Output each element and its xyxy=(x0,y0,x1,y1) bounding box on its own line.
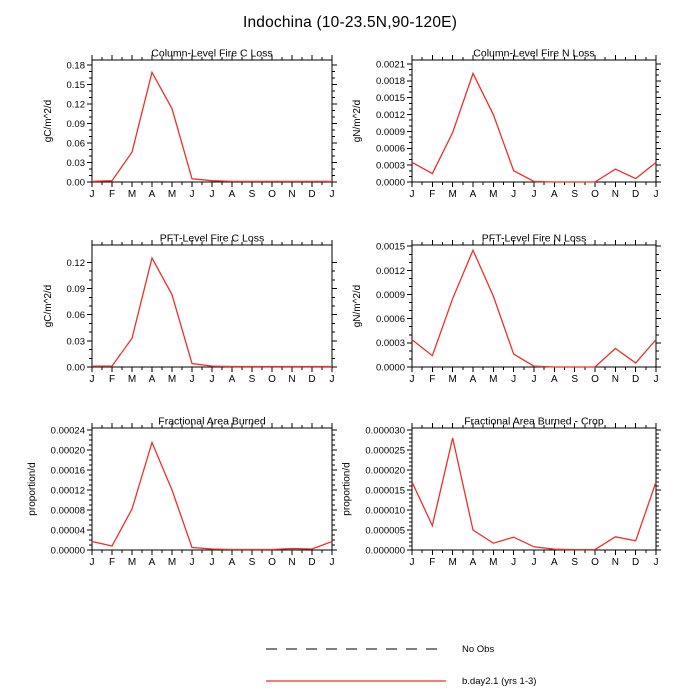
x-tick-label: J xyxy=(189,374,195,385)
y-tick-label: 0.06 xyxy=(66,138,85,150)
x-tick-label: F xyxy=(429,374,436,385)
data-line-b.day2.1 (yrs 1-3) xyxy=(92,72,332,181)
x-tick-label: A xyxy=(550,557,558,568)
x-tick-label: A xyxy=(228,374,236,385)
y-axis-label: proportion/d xyxy=(341,462,353,516)
x-tick-label: O xyxy=(268,189,276,200)
data-line-b.day2.1 (yrs 1-3) xyxy=(412,250,656,367)
x-tick-label: A xyxy=(228,557,236,568)
x-tick-label: J xyxy=(189,189,195,200)
legend-label-no-obs: No Obs xyxy=(462,643,495,655)
x-tick-label: N xyxy=(288,189,296,200)
y-tick-label: 0.0009 xyxy=(375,289,405,301)
plot-border xyxy=(92,60,332,182)
subplot-title: Fractional Area Burned xyxy=(158,415,266,428)
x-tick-label: M xyxy=(448,374,457,385)
y-tick-label: 0.09 xyxy=(66,118,85,130)
y-tick-label: 0.00016 xyxy=(50,465,85,477)
x-tick-label: J xyxy=(89,374,95,385)
x-tick-label: J xyxy=(89,189,95,200)
subplot-title: PFT-Level Fire C Loss xyxy=(159,232,265,245)
y-tick-label: 0.03 xyxy=(66,157,85,169)
x-tick-label: O xyxy=(591,374,599,385)
x-tick-label: D xyxy=(632,374,640,385)
y-axis-label: gN/m^2/d xyxy=(352,284,364,328)
y-tick-label: 0.00020 xyxy=(50,445,85,457)
plot-border xyxy=(412,428,656,550)
x-tick-label: M xyxy=(127,189,137,200)
x-tick-label: J xyxy=(511,374,517,385)
subplot-title: Column-Level Fire C Loss xyxy=(151,47,273,60)
x-tick-label: D xyxy=(308,374,316,385)
y-tick-label: 0.09 xyxy=(66,283,85,295)
subplot-title: Column-Level Fire N Loss xyxy=(473,47,595,60)
x-tick-label: J xyxy=(653,374,659,385)
y-tick-label: 0.15 xyxy=(66,80,85,92)
x-tick-label: J xyxy=(409,189,415,200)
x-tick-label: J xyxy=(209,557,215,568)
y-tick-label: 0.0021 xyxy=(375,59,405,71)
x-tick-label: A xyxy=(550,189,558,200)
x-tick-label: N xyxy=(288,557,296,568)
x-tick-label: S xyxy=(248,374,256,385)
x-tick-label: N xyxy=(611,374,619,385)
chart-column-level-fire-n-loss xyxy=(352,48,661,201)
plot-border xyxy=(412,245,656,367)
x-tick-label: O xyxy=(268,374,276,385)
y-tick-label: 0.00008 xyxy=(50,505,85,517)
dashed-line-swatch xyxy=(265,646,447,652)
x-tick-label: J xyxy=(329,557,335,568)
x-tick-label: J xyxy=(329,374,335,385)
y-tick-label: 0.00 xyxy=(66,177,85,189)
y-tick-label: 0.0015 xyxy=(375,93,405,105)
chart-pft-level-fire-n-loss xyxy=(352,233,661,386)
subplot-title: Fractional Area Burned - Crop xyxy=(464,415,604,428)
y-tick-label: 0.18 xyxy=(66,60,85,72)
legend xyxy=(265,638,536,700)
x-tick-label: A xyxy=(148,374,156,385)
y-tick-label: 0.000010 xyxy=(365,505,405,517)
x-tick-label: J xyxy=(653,557,659,568)
y-tick-label: 0.000005 xyxy=(365,525,405,537)
data-line-b.day2.1 (yrs 1-3) xyxy=(412,73,656,182)
y-axis-label: gC/m^2/d xyxy=(42,99,54,143)
y-tick-label: 0.000025 xyxy=(365,445,405,457)
x-tick-label: S xyxy=(571,557,579,568)
chart-fractional-area-burned xyxy=(27,416,337,569)
x-tick-label: A xyxy=(469,189,477,200)
x-tick-label: D xyxy=(632,189,640,200)
x-tick-label: M xyxy=(127,557,137,568)
y-tick-label: 0.0000 xyxy=(375,362,405,374)
x-tick-label: M xyxy=(489,374,498,385)
x-tick-label: S xyxy=(248,557,256,568)
x-tick-label: F xyxy=(429,189,436,200)
x-tick-label: J xyxy=(409,374,415,385)
x-tick-label: N xyxy=(611,557,619,568)
y-tick-label: 0.0006 xyxy=(375,143,405,155)
plot-border xyxy=(412,60,656,182)
subplot-title: PFT-Level Fire N Loss xyxy=(481,232,587,245)
x-tick-label: D xyxy=(308,189,316,200)
x-tick-label: M xyxy=(489,189,498,200)
x-tick-label: A xyxy=(148,557,156,568)
x-tick-label: F xyxy=(108,557,116,568)
x-tick-label: N xyxy=(288,374,296,385)
y-axis-label: gN/m^2/d xyxy=(352,99,364,143)
x-tick-label: J xyxy=(531,374,537,385)
x-tick-label: J xyxy=(329,189,335,200)
y-tick-label: 0.0003 xyxy=(375,338,405,350)
x-tick-label: O xyxy=(591,189,599,200)
y-tick-label: 0.12 xyxy=(66,99,85,111)
y-tick-label: 0.00012 xyxy=(50,485,85,497)
y-tick-label: 0.00024 xyxy=(50,425,85,437)
y-tick-label: 0.000020 xyxy=(365,465,405,477)
y-tick-label: 0.0009 xyxy=(375,126,405,138)
y-tick-label: 0.0018 xyxy=(375,76,405,88)
x-tick-label: A xyxy=(228,189,236,200)
x-tick-label: A xyxy=(148,189,156,200)
x-tick-label: O xyxy=(268,557,276,568)
x-tick-label: A xyxy=(469,374,477,385)
x-tick-label: J xyxy=(89,557,95,568)
legend-item-no-obs xyxy=(265,638,536,660)
x-tick-label: A xyxy=(469,557,477,568)
y-axis-label: proportion/d xyxy=(26,462,38,516)
x-tick-label: J xyxy=(209,189,215,200)
x-tick-label: J xyxy=(409,557,415,568)
y-tick-label: 0.12 xyxy=(66,257,85,269)
y-axis-label: gC/m^2/d xyxy=(42,284,54,328)
legend-label-model-run: b.day2.1 (yrs 1-3) xyxy=(462,675,537,687)
x-tick-label: S xyxy=(248,189,256,200)
y-tick-label: 0.000015 xyxy=(365,485,405,497)
data-line-b.day2.1 (yrs 1-3) xyxy=(412,438,656,550)
y-tick-label: 0.000000 xyxy=(365,545,405,557)
x-tick-label: N xyxy=(611,189,619,200)
x-tick-label: M xyxy=(448,557,457,568)
x-tick-label: D xyxy=(308,557,316,568)
x-tick-label: J xyxy=(531,189,537,200)
x-tick-label: M xyxy=(167,557,177,568)
x-tick-label: M xyxy=(448,189,457,200)
plot-border xyxy=(92,245,332,367)
y-tick-label: 0.00 xyxy=(66,362,85,374)
data-line-b.day2.1 (yrs 1-3) xyxy=(92,258,332,366)
y-tick-label: 0.0012 xyxy=(375,109,405,121)
chart-column-level-fire-c-loss xyxy=(43,48,337,201)
x-tick-label: J xyxy=(189,557,195,568)
x-tick-label: M xyxy=(489,557,498,568)
legend-item-model-run xyxy=(265,670,536,692)
x-tick-label: F xyxy=(108,189,116,200)
x-tick-label: J xyxy=(653,189,659,200)
figure-title: Indochina (10-23.5N,90-120E) xyxy=(242,14,458,31)
chart-pft-level-fire-c-loss xyxy=(43,233,337,386)
x-tick-label: M xyxy=(167,374,177,385)
plot-border xyxy=(92,428,332,550)
x-tick-label: J xyxy=(511,189,517,200)
x-tick-label: F xyxy=(429,557,436,568)
x-tick-label: F xyxy=(108,374,116,385)
x-tick-label: S xyxy=(571,189,579,200)
y-tick-label: 0.00000 xyxy=(50,545,85,557)
x-tick-label: D xyxy=(632,557,640,568)
y-tick-label: 0.0015 xyxy=(375,241,405,253)
x-tick-label: O xyxy=(591,557,599,568)
y-tick-label: 0.03 xyxy=(66,336,85,348)
y-tick-label: 0.00004 xyxy=(50,525,85,537)
x-tick-label: M xyxy=(127,374,137,385)
y-tick-label: 0.0012 xyxy=(375,265,405,277)
x-tick-label: S xyxy=(571,374,579,385)
x-tick-label: M xyxy=(167,189,177,200)
x-tick-label: A xyxy=(550,374,558,385)
y-tick-label: 0.0006 xyxy=(375,314,405,326)
chart-fractional-area-burned-crop xyxy=(342,416,661,569)
red-line-swatch xyxy=(265,678,447,684)
y-tick-label: 0.0003 xyxy=(375,160,405,172)
y-tick-label: 0.000030 xyxy=(365,425,405,437)
x-tick-label: J xyxy=(531,557,537,568)
x-tick-label: J xyxy=(511,557,517,568)
data-line-b.day2.1 (yrs 1-3) xyxy=(92,443,332,550)
y-tick-label: 0.0000 xyxy=(375,177,405,189)
y-tick-label: 0.06 xyxy=(66,310,85,322)
x-tick-label: J xyxy=(209,374,215,385)
